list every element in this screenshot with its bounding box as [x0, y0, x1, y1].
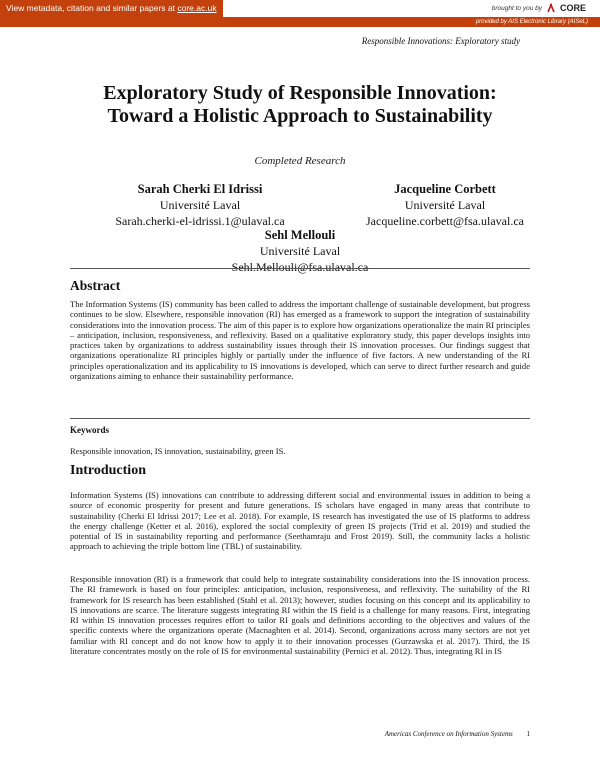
footer-conference: Americas Conference on Information Systems: [384, 730, 513, 738]
section-divider: [70, 418, 530, 419]
keywords-text: Responsible innovation, IS innovation, sustainability, green IS.: [70, 446, 286, 456]
author-name: Sehl Mellouli: [264, 228, 336, 242]
provider-text: provided by AIS Electronic Library (AISeL): [475, 19, 588, 25]
core-link-url[interactable]: core.ac.uk: [177, 3, 217, 13]
core-logo-icon: [545, 2, 557, 14]
abstract-heading: Abstract: [70, 278, 121, 293]
author-affiliation: Université Laval: [404, 198, 486, 212]
core-logo-text: CORE: [559, 3, 586, 13]
core-brand[interactable]: [492, 1, 586, 15]
page-number: 1: [526, 730, 530, 738]
author-block: [70, 181, 330, 229]
core-link-prefix: View metadata, citation and similar papers at: [6, 3, 175, 13]
author-name: Sarah Cherki El Idrissi: [137, 182, 263, 196]
keywords-heading: Keywords: [70, 425, 109, 435]
introduction-paragraph: Information Systems (IS) innovations can contribute to addressing different social and environmental issues in addition to being a source of economic prosperity for present and future generations. IS scholars have engaged in many areas that contribute to sustainability (Cherki El Idrissi 2017; Lee et al. 2018). For example, IS research has investigated the use of IS platforms to address the energy challenge (Ketter et al. 2016), explored the social complexity of green IS projects (Trid et al. 2019) and studied the potential of IS in sustainability reporting and performance (Seethamraju and Frost 2019). Still, the community lacks a holistic approach to achieving the triple bottom line (TBL) of sustainability.: [70, 490, 530, 552]
paper-title: Exploratory Study of Responsible Innovation: Toward a Holistic Approach to Sustainability: [103, 82, 497, 127]
author-block: [330, 181, 560, 229]
author-name: Jacqueline Corbett: [394, 182, 496, 196]
paper-type: Completed Research: [254, 155, 346, 167]
author-affiliation: Université Laval: [159, 198, 241, 212]
running-header: Responsible Innovations: Exploratory study: [361, 36, 520, 46]
section-divider: [70, 268, 530, 269]
core-metadata-link[interactable]: [0, 0, 223, 17]
brought-by-label: brought to you by: [491, 4, 542, 12]
abstract-text: The Information Systems (IS) community has been called to address the important challenge of sustainable development, but progress continues to be slow. Elsewhere, responsible innovation (RI) has emerged as a framework to support the integration of sustainability considerations into the innovation process. The aim of this paper is to explore how organizations operationalize the main RI principles – anticipation, inclusion, responsiveness, and reflexivity. Based on a qualitative exploratory study, this paper develops insights into practices taken by organizations to address sustainability issues through their IS innovation processes. Our findings suggest that organizations operationalize RI principles highly or partially under the influence of five factors. A new understanding of the RI principles operationalization and its applicability to IS innovations is developed, which can serve to direct further research and guide organizations aiming to enhance their sustainability performance.: [70, 299, 530, 382]
author-email: Sarah.cherki-el-idrissi.1@ulaval.ca: [115, 214, 285, 228]
page-footer: [385, 730, 530, 738]
provider-bar: [0, 17, 600, 27]
author-affiliation: Université Laval: [259, 244, 341, 258]
introduction-paragraph: Responsible innovation (RI) is a framework that could help to integrate sustainability considerations into the IS innovation process. The RI framework is based on four principles: anticipation, inclusion, responsiveness, and reflexivity. The suitability of the RI framework for IS research has been established (Stahl et al. 2013); however, studies focusing on this concept and its applicability to IS innovations are scarce. The literature suggests integrating RI within the IS field is a challenge for many reasons. First, integrating RI within IS innovation processes requires effort to tailor RI goals and definitions according to the objectives and values of the specific contexts where the organizations operate (Macnaghten et al. 2014). Second, organizations across many sectors are not yet familiar with RI concept and do not know how to apply it to their innovation processes (Gurzawska et al. 2017). Third, the IS literature concentrates mostly on the role of IS for environmental sustainability (Pernici et al. 2012). Thus, integrating RI in IS: [70, 574, 530, 657]
author-email: Jacqueline.corbett@fsa.ulaval.ca: [366, 214, 524, 228]
author-email: Sehl.Mellouli@fsa.ulaval.ca: [231, 260, 369, 274]
introduction-heading: Introduction: [70, 463, 146, 478]
